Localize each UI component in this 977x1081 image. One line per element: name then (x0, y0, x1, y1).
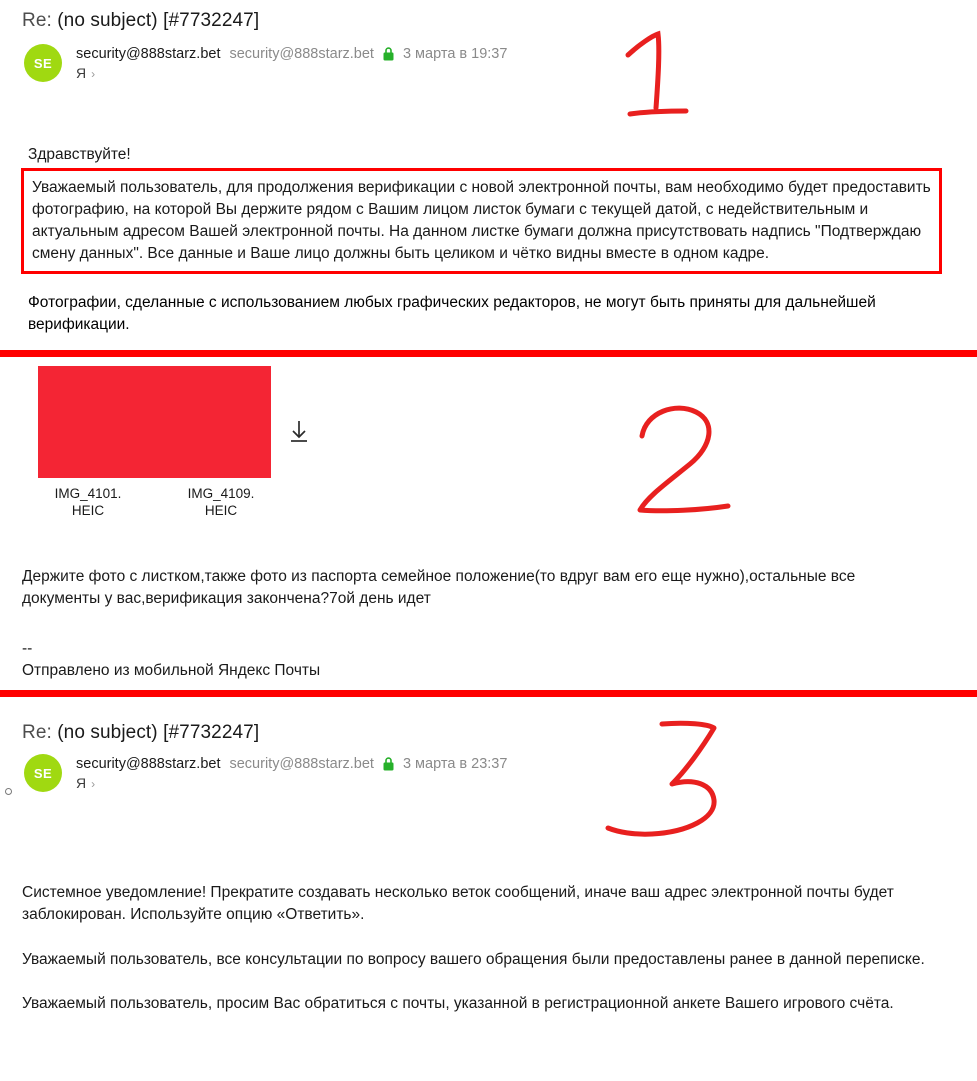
message-header-2 (0, 744, 977, 792)
recipient-label: Я (76, 65, 87, 81)
attachment-ext: HEIC (71, 502, 105, 518)
attachment-name: IMG_4109. (187, 486, 255, 501)
subject-prefix: Re: (22, 722, 52, 743)
body-paragraph: Уважаемый пользователь, просим Вас обратиться с почты, указанной в регистрационной анкете Вашего игрового счёта. (22, 995, 894, 1013)
lock-icon (383, 47, 394, 61)
unread-dot-icon[interactable] (5, 788, 12, 795)
attachment-label[interactable] (33, 486, 143, 520)
sender-name[interactable]: security@888starz.bet (76, 756, 221, 772)
recipient-line[interactable] (76, 65, 507, 81)
attachments-area (0, 366, 977, 526)
message-header-1 (0, 32, 977, 82)
subject-text: (no subject) [#7732247] (51, 722, 260, 743)
message-2-body (22, 882, 927, 1038)
message-subject-1 (0, 0, 977, 32)
subject-prefix: Re: (22, 10, 52, 31)
highlighted-paragraph: Уважаемый пользователь, для продолжения верификации с новой электронной почты, вам необходимо будет предоставить фотографию, на которой Вы держите рядом с Вашим лицом листок бумаги с текущей датой, с недействительным и актуальным адресом Вашей электронной почты. На данном листке бумаги должна присутствовать надпись "Подтверждаю смену данных". Все данные и Ваше лицо должны быть целиком и чётко видны вместе в одном кадре. (32, 179, 931, 262)
message-date: 3 марта в 19:37 (402, 46, 508, 62)
body-paragraph: Системное уведомление! Прекратите создавать несколько веток сообщений, иначе ваш адрес электронной почты будет заблокирован. Используйте опцию «Ответить». (22, 884, 894, 924)
after-highlight-block (28, 292, 928, 336)
attachment-label[interactable] (166, 486, 276, 520)
message-subject-2 (0, 697, 977, 744)
highlight-box (21, 168, 942, 274)
message-2 (0, 697, 977, 792)
signature-separator: -- (22, 640, 33, 657)
download-icon[interactable] (288, 420, 310, 444)
sender-email: security@888starz.bet (229, 46, 374, 62)
chevron-right-icon: › (91, 67, 96, 81)
message-date: 3 марта в 23:37 (402, 756, 508, 772)
editor-warning-paragraph: Фотографии, сделанные с использованием любых графических редакторов, не могут быть приняты для дальнейшей верификации. (28, 294, 876, 333)
attachment-thumbnail[interactable] (38, 366, 271, 478)
header-text-block (76, 754, 507, 791)
annotation-separator-1 (0, 350, 977, 357)
user-reply-text: Держите фото с листком,также фото из паспорта семейное положение(то вдруг вам его еще нужно),остальные все документы у вас,верификация закончена?7ой день идет (22, 568, 856, 608)
lock-icon (383, 757, 394, 771)
signature-text: Отправлено из мобильной Яндекс Почты (22, 662, 321, 680)
attachment-name: IMG_4101. (54, 486, 122, 501)
sender-line (76, 756, 507, 772)
body-paragraph: Уважаемый пользователь, все консультации по вопросу вашего обращения были предоставлены ранее в данной переписке. (22, 950, 925, 968)
subject-text: (no subject) [#7732247] (51, 10, 260, 31)
recipient-label: Я (76, 775, 87, 791)
attachment-ext: HEIC (204, 502, 238, 518)
sender-name[interactable]: security@888starz.bet (76, 46, 221, 62)
signature-block (22, 638, 320, 683)
annotation-separator-2 (0, 690, 977, 697)
recipient-line[interactable] (76, 775, 507, 791)
avatar: SE (24, 44, 62, 82)
chevron-right-icon: › (91, 777, 96, 791)
sender-line (76, 46, 507, 62)
header-text-block (76, 44, 507, 81)
avatar: SE (24, 754, 62, 792)
greeting-text: Здравствуйте! (28, 146, 131, 163)
sender-email: security@888starz.bet (229, 756, 374, 772)
